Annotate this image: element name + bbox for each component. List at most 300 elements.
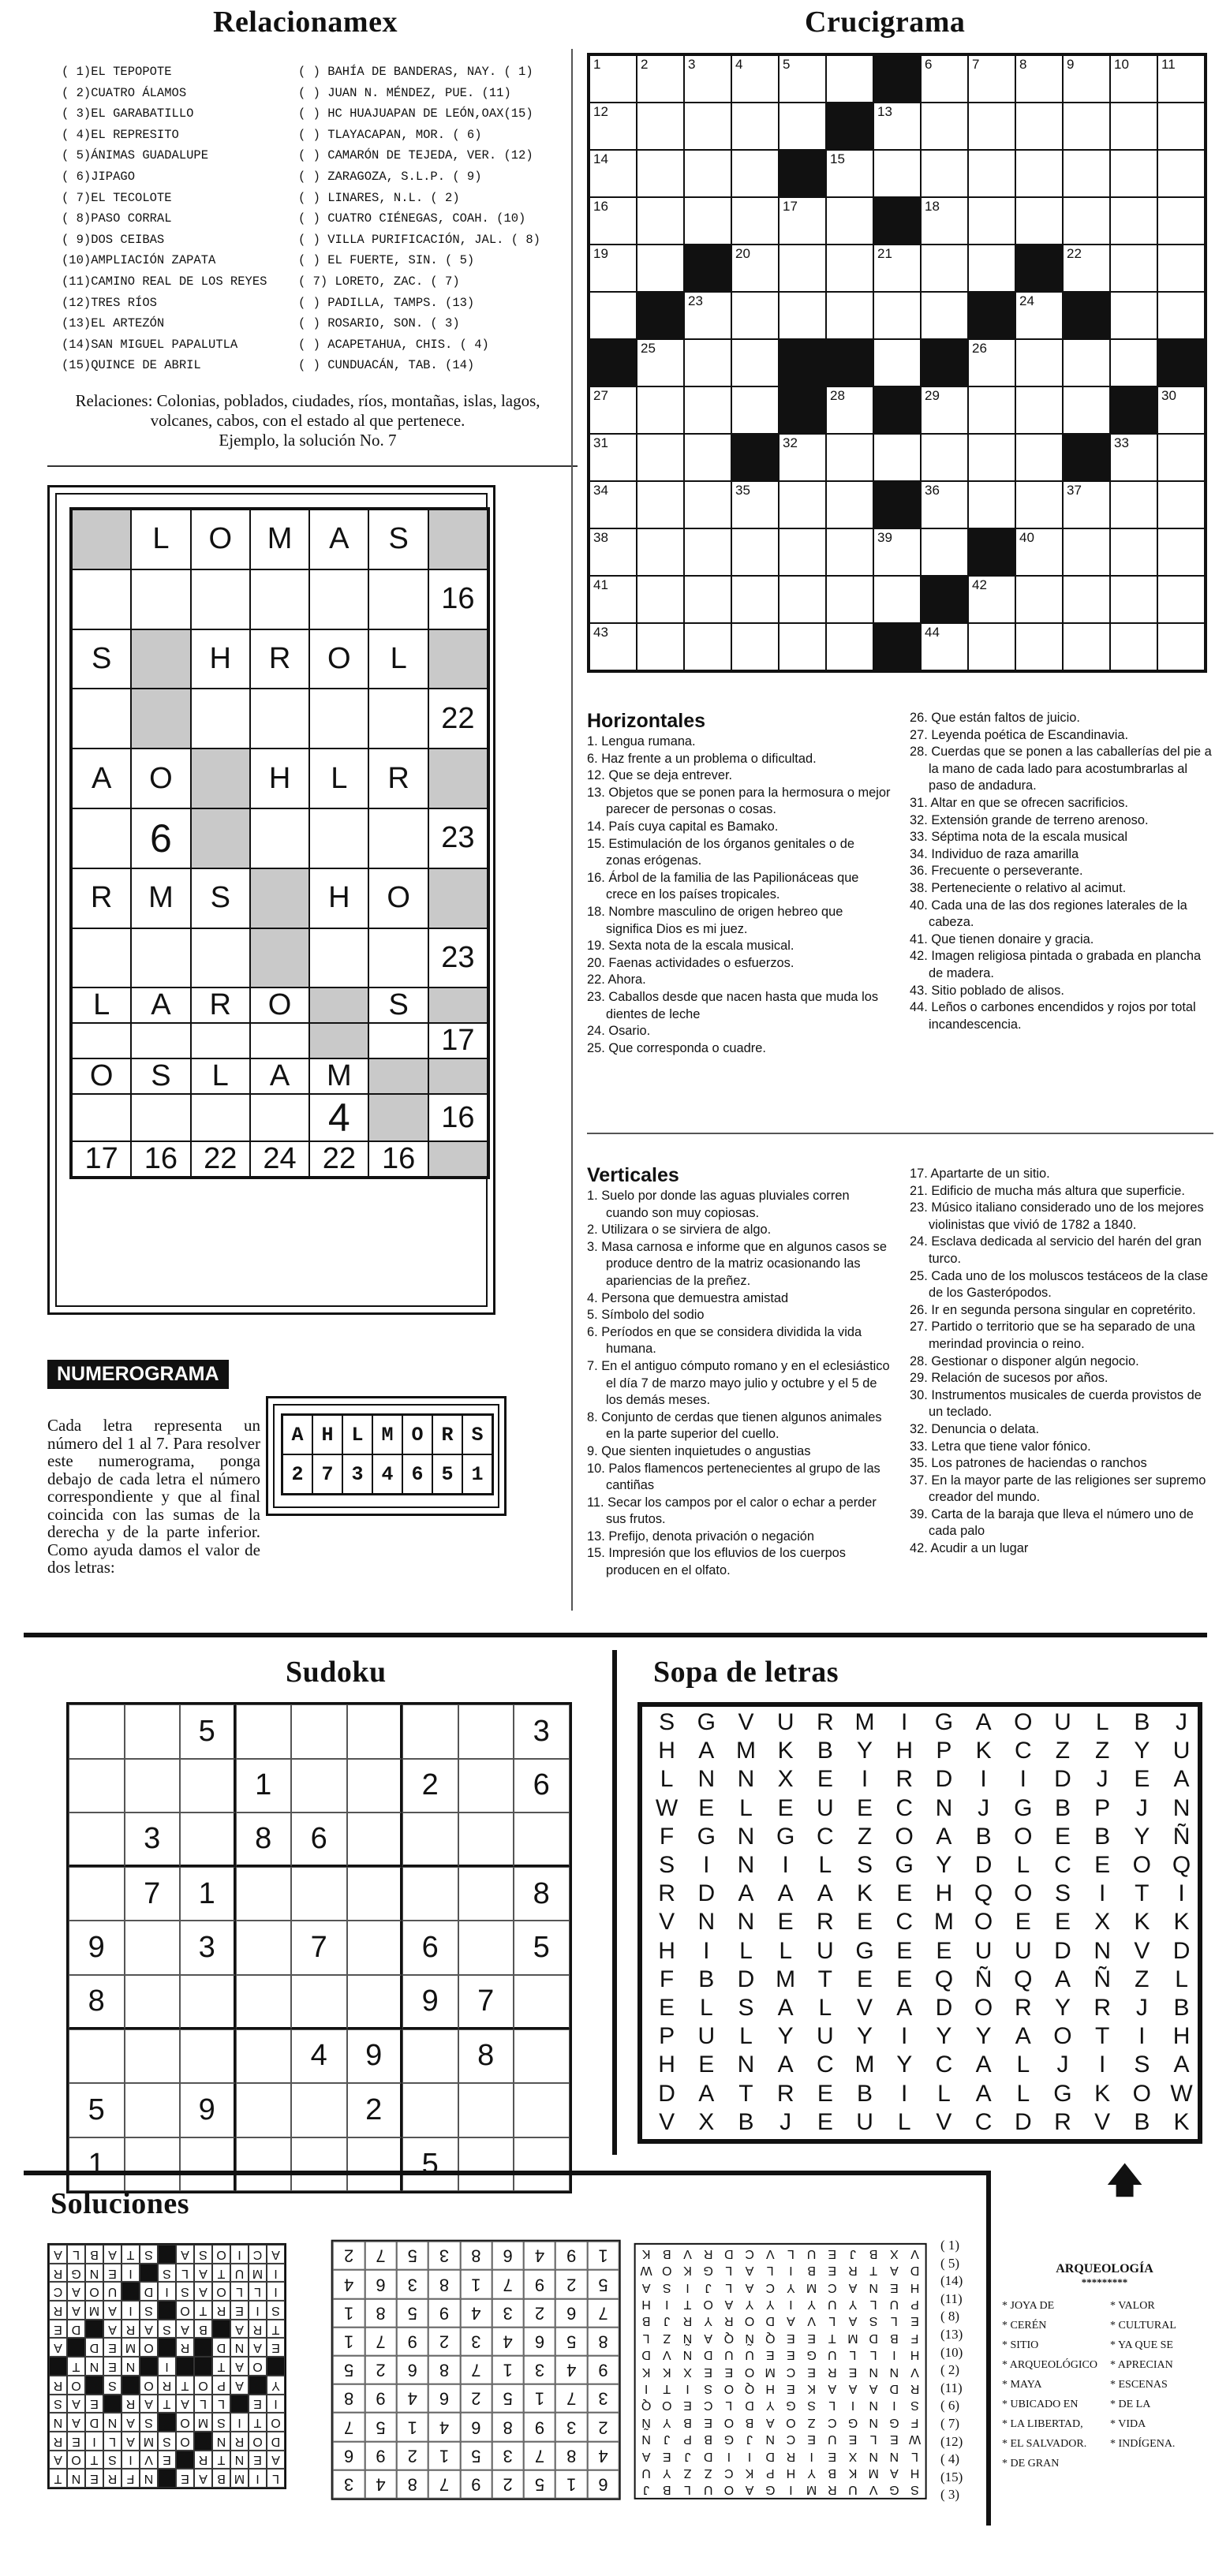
crossword-cell — [684, 103, 731, 150]
sudoku-solution-cell: 7 — [524, 2441, 555, 2470]
divider — [587, 1133, 1213, 1134]
sudoku-solution-cell: 6 — [524, 2328, 555, 2356]
crossword-cell — [779, 576, 826, 623]
sopa-solution-letter: V — [683, 2246, 692, 2261]
key-number: 2 — [282, 1454, 312, 1494]
sudoku-solution-cell: 7 — [333, 2413, 365, 2441]
sopa-letter: X — [698, 2108, 715, 2135]
sudoku-cell: 9 — [180, 2083, 236, 2137]
crossword-number: 9 — [1067, 57, 1075, 72]
sopa-solution-letter: R — [848, 2264, 858, 2278]
crossword-cell — [1157, 623, 1205, 670]
relacion-state: ( ) LINARES, N.L. ( 2) — [298, 190, 460, 205]
relacion-row — [62, 250, 560, 271]
solution-cell: S — [194, 2245, 212, 2264]
sopa-letter: A — [936, 1823, 952, 1850]
sudoku-cell — [347, 1867, 403, 1921]
sopa-letter: D — [658, 2080, 675, 2107]
solution-cell: S — [103, 2376, 122, 2395]
sudoku-cell — [402, 1867, 458, 1921]
sopa-solution-letter: O — [723, 2381, 735, 2395]
sudoku-cell: 7 — [291, 1921, 347, 1975]
crossword-cell — [1110, 339, 1157, 386]
crossword-cell — [684, 481, 731, 528]
relacionamex-title: Relacionamex — [213, 6, 398, 39]
words-list — [1002, 2300, 1207, 2470]
sopa-letter: E — [857, 1966, 873, 1992]
crossword-cell — [968, 245, 1015, 292]
sopa-solution-letter: S — [869, 2314, 878, 2328]
crossword-cell — [968, 339, 1015, 386]
sopa-solution-letter: Y — [765, 2399, 775, 2413]
sudoku-solution-cell: 5 — [492, 2384, 523, 2413]
word-item — [1110, 2458, 1207, 2470]
sudoku-solution-cell: 8 — [587, 2328, 619, 2356]
solution-cell: O — [140, 2338, 158, 2357]
solution-cell: T — [67, 2357, 85, 2376]
crossword-cell — [731, 528, 779, 576]
sudoku-solution-cell: 9 — [555, 2242, 587, 2270]
sopa-letter: I — [980, 1766, 987, 1793]
crossword-cell — [826, 292, 873, 339]
numerograma-cell: H — [250, 749, 309, 808]
relacion-answer: ( 3) — [940, 2487, 960, 2503]
solution-cell: L — [230, 2282, 249, 2301]
sopa-letter: D — [974, 1852, 993, 1879]
numerograma-cell: 23 — [428, 808, 488, 868]
solution-block — [158, 2245, 176, 2264]
word-item: * JOYA DE — [1002, 2300, 1055, 2312]
sudoku-solution-cell: 8 — [333, 2384, 365, 2413]
solution-block — [85, 2320, 103, 2339]
sopa-letter: T — [738, 2080, 753, 2107]
sopa-letter: D — [1054, 1766, 1071, 1793]
sudoku-solution-cell: 8 — [428, 2356, 460, 2384]
numerograma-cell: M — [250, 510, 309, 569]
sopa-letter: O — [1014, 1880, 1033, 1907]
sudoku-cell: 5 — [402, 2137, 458, 2192]
numerograma-cell — [368, 808, 428, 868]
sopa-solution-letter: C — [765, 2280, 775, 2294]
solution-cell: T — [212, 2357, 230, 2376]
solution-cell: T — [176, 2376, 194, 2395]
sopa-letter: U — [817, 1794, 834, 1821]
shaded-cell — [368, 1058, 428, 1094]
sopa-letter: R — [1014, 1994, 1032, 2021]
sopa-solution-letter: I — [644, 2381, 649, 2395]
sopa-solution-letter: R — [724, 2314, 734, 2328]
numerograma-cell: O — [191, 510, 250, 569]
solution-cell: R — [49, 2432, 67, 2451]
crossword-cell — [921, 245, 968, 292]
sudoku-solution-cell: 9 — [365, 2441, 396, 2470]
crossword-cell — [826, 576, 873, 623]
sopa-letter: D — [935, 1994, 953, 2021]
word-item: * ARQUEOLÓGICO — [1002, 2359, 1097, 2371]
sopa-letter: E — [698, 1794, 715, 1821]
solution-cell: T — [122, 2245, 140, 2264]
sopa-letter: X — [1094, 1909, 1111, 1936]
crossword-cell — [779, 103, 826, 150]
sudoku-solution-cell: 1 — [333, 2298, 365, 2327]
solution-cell: T — [49, 2469, 67, 2488]
solution-cell: A — [103, 2320, 122, 2339]
sopa-solution-letter: E — [848, 2365, 858, 2379]
sopa-solution-letter: H — [765, 2381, 775, 2395]
sudoku-cell — [125, 2029, 181, 2084]
sopa-solution-letter: D — [765, 2449, 775, 2463]
crossword-cell — [921, 292, 968, 339]
sopa-solution-letter: K — [848, 2466, 858, 2480]
sudoku-cell — [69, 1704, 125, 1759]
sudoku-solution-cell: 4 — [333, 2270, 365, 2298]
numerograma-cell: H — [309, 868, 368, 928]
sudoku-solution-cell: 7 — [428, 2470, 460, 2499]
sopa-solution-letter: U — [703, 2483, 713, 2497]
numerograma-grid — [69, 507, 490, 1179]
clue: 42. Imagen religiosa pintada o grabada en plancha de madera. — [910, 949, 1202, 980]
sopa-solution-letter: O — [662, 2399, 672, 2413]
crossword-number: 20 — [735, 246, 750, 261]
numerograma-cell: L — [191, 1058, 250, 1094]
crossword-number: 41 — [593, 577, 608, 592]
sopa-solution-letter: A — [765, 2415, 775, 2429]
solution-block — [158, 2338, 176, 2357]
solution-cell: B — [212, 2469, 230, 2488]
solution-cell: O — [212, 2282, 230, 2301]
solution-block — [122, 2282, 140, 2301]
crossword-number: 24 — [1019, 293, 1034, 308]
clue: 7. En el antiguo cómputo romano y en el eclesiástico el día 7 de marzo mayo julio y octubre y el 5 de los demás meses. — [587, 1358, 890, 1408]
sopa-letter: A — [1054, 1966, 1071, 1992]
numerograma-cell: S — [72, 629, 131, 689]
sopa-solution-letter: T — [663, 2381, 671, 2395]
sopa-solution-letter: U — [848, 2483, 858, 2497]
crossword-cell — [589, 55, 637, 103]
crossword-cell — [637, 245, 684, 292]
crossword-cell — [1015, 434, 1063, 481]
key-number: 4 — [372, 1454, 402, 1494]
solution-cell: E — [85, 2469, 103, 2488]
sudoku-cell — [69, 1759, 125, 1813]
crossword-cell — [684, 197, 731, 245]
numerograma-cell — [72, 1094, 131, 1141]
numerograma-cell — [191, 1023, 250, 1058]
sopa-letter: B — [698, 1966, 715, 1992]
sopa-solution-letter: J — [664, 2432, 671, 2446]
sudoku-cell — [125, 1704, 181, 1759]
sopa-solution-letter: H — [910, 2280, 920, 2294]
sudoku-cell — [69, 2029, 125, 2084]
crossword-cell — [968, 481, 1015, 528]
sudoku-solution-cell: 1 — [397, 2413, 428, 2441]
relacion-answer: ( 5) — [940, 2255, 960, 2271]
solution-block — [158, 2469, 176, 2488]
sudoku-grid — [66, 1702, 572, 2193]
solution-cell: D — [212, 2338, 230, 2357]
relacion-row — [62, 230, 560, 251]
relacion-answer: ( 7) — [940, 2415, 960, 2431]
sopa-letter: S — [659, 1709, 675, 1736]
sopa-solution-letter: R — [828, 2365, 837, 2379]
sopa-letter: J — [1176, 1709, 1188, 1736]
relacion-place: (15)QUINCE DE ABRIL — [62, 358, 201, 373]
sopa-letter: A — [698, 2080, 715, 2107]
solution-cell: N — [85, 2264, 103, 2283]
solution-cell: O — [249, 2357, 267, 2376]
sudoku-solution-cell: 6 — [492, 2242, 523, 2270]
crossword-cell — [637, 103, 684, 150]
solution-cell: E — [85, 2395, 103, 2414]
horizontales-heading: Horizontales — [587, 710, 706, 732]
sopa-letter: O — [1132, 2080, 1152, 2107]
sudoku-solution-cell: 5 — [587, 2270, 619, 2298]
sudoku-solution-cell: 3 — [524, 2356, 555, 2384]
sudoku-cell: 8 — [236, 1813, 292, 1867]
crossword-cell — [1157, 292, 1205, 339]
numerograma-cell: A — [250, 1058, 309, 1094]
numerograma-cell — [250, 1023, 309, 1058]
solution-cell: E — [103, 2264, 122, 2283]
numerograma-cell: 4 — [309, 1094, 368, 1141]
sopa-letter: L — [1016, 2080, 1030, 2107]
crossword-number: 39 — [877, 530, 892, 545]
sudoku-cell: 4 — [291, 2029, 347, 2084]
crossword-block — [826, 103, 873, 150]
sopa-solution-letter: L — [766, 2264, 774, 2278]
crossword-cell — [1015, 103, 1063, 150]
sopa-solution-letter: G — [806, 2348, 817, 2362]
solution-cell: A — [249, 2338, 267, 2357]
solution-cell: E — [176, 2469, 194, 2488]
solution-cell: U — [230, 2264, 249, 2283]
crossword-cell — [637, 55, 684, 103]
sudoku-solution-cell: 4 — [365, 2470, 396, 2499]
solution-cell: A — [267, 2451, 285, 2470]
relacion-answer: (11) — [940, 2290, 963, 2306]
sopa-solution-letter: U — [889, 2297, 899, 2311]
sopa-solution-letter: J — [849, 2246, 856, 2261]
sopa-solution-letter: K — [641, 2365, 651, 2379]
sopa-solution-letter: C — [703, 2399, 713, 2413]
numerograma-cell — [250, 569, 309, 629]
sopa-solution-letter: C — [786, 2365, 796, 2379]
sopa-solution-letter: E — [787, 2331, 795, 2345]
clue: 5. Símbolo del sodio — [587, 1308, 705, 1323]
sudoku-solution-cell: 1 — [492, 2356, 523, 2384]
solution-cell: S — [140, 2245, 158, 2264]
clues-down-col2 — [910, 1166, 1213, 1558]
sopa-solution-letter: A — [641, 2449, 651, 2463]
numerograma-cell — [250, 808, 309, 868]
relacion-answer: (13) — [940, 2326, 963, 2342]
solution-cell: E — [230, 2301, 249, 2320]
sudoku-solution-cell: 5 — [460, 2441, 492, 2470]
sopa-solution-letter: V — [662, 2348, 671, 2362]
sopa-letter: D — [1014, 2108, 1032, 2135]
sopa-solution-letter: P — [683, 2432, 692, 2446]
relacionamex-note — [47, 391, 568, 450]
relacion-state: ( ) CAMARÓN DE TEJEDA, VER. (12) — [298, 148, 533, 163]
relacion-state: ( ) TLAYACAPAN, MOR. ( 6) — [298, 127, 482, 142]
clue: 39. Carta de la baraja que lleva el número uno de cada palo — [910, 1506, 1194, 1539]
crossword-cell — [1015, 528, 1063, 576]
numerograma-cell — [191, 1094, 250, 1141]
sudoku-solution-cell: 4 — [555, 2356, 587, 2384]
crossword-cell — [1110, 150, 1157, 197]
sopa-solution-letter: E — [890, 2432, 899, 2446]
sopa-letter: I — [782, 1852, 789, 1879]
sopa-letter: L — [699, 1994, 713, 2021]
sopa-letter: C — [817, 2051, 834, 2078]
sudoku-cell: 6 — [514, 1759, 570, 1813]
solution-cell: L — [267, 2469, 285, 2488]
crossword-cell — [1015, 481, 1063, 528]
sopa-letter: K — [777, 1738, 794, 1764]
sopa-solution-letter: R — [828, 2483, 837, 2497]
sopa-letter: L — [1016, 2051, 1030, 2078]
sopa-solution-letter: M — [806, 2483, 817, 2497]
sopa-letter: I — [1178, 1880, 1185, 1907]
solution-cell: M — [140, 2432, 158, 2451]
sudoku-cell — [69, 1867, 125, 1921]
sudoku-cell: 3 — [514, 1704, 570, 1759]
crossword-number: 43 — [593, 625, 608, 640]
sudoku-cell: 8 — [69, 1975, 125, 2029]
solution-cell: O — [67, 2451, 85, 2470]
clue: 14. País cuya capital es Bamako. — [587, 819, 779, 834]
sudoku-cell — [69, 1813, 125, 1867]
sopa-solution-letter: W — [908, 2432, 922, 2446]
crossword-cell — [1157, 245, 1205, 292]
sopa-letter: L — [739, 2023, 753, 2050]
crossword-cell — [1157, 197, 1205, 245]
sudoku-cell: 6 — [402, 1921, 458, 1975]
sopa-letter: I — [703, 1852, 710, 1879]
sopa-solution-letter: A — [787, 2314, 795, 2328]
relacion-state: ( ) ACAPETAHUA, CHIS. ( 4) — [298, 337, 489, 352]
crossword-number: 26 — [972, 341, 987, 356]
relacion-row — [62, 334, 560, 356]
sopa-solution — [634, 2243, 927, 2499]
solution-cell: I — [267, 2264, 285, 2283]
solution-cell: I — [267, 2395, 285, 2414]
sopa-solution-letter: Y — [662, 2466, 671, 2480]
sopa-solution-letter: E — [807, 2432, 816, 2446]
clue: 6. Haz frente a un problema o dificultad. — [587, 751, 817, 766]
crossword-number: 16 — [593, 199, 608, 214]
solution-cell: I — [158, 2357, 176, 2376]
solution-block — [140, 2357, 158, 2376]
sopa-letter: D — [737, 1966, 755, 1992]
solution-cell: I — [249, 2469, 267, 2488]
crossword-block — [1110, 386, 1157, 434]
crossword-cell — [589, 245, 637, 292]
crossword-cell — [684, 339, 731, 386]
crossword-cell — [637, 576, 684, 623]
shaded-cell — [191, 808, 250, 868]
clue: 19. Sexta nota de la escala musical. — [587, 939, 794, 954]
crossword-cell — [589, 623, 637, 670]
solution-cell: O — [249, 2432, 267, 2451]
crossword-cell — [826, 197, 873, 245]
sopa-solution-letter: N — [869, 2280, 878, 2294]
numerograma-cell: 16 — [428, 569, 488, 629]
clue: 27. Partido o territorio que se ha separado de una merindad provincia o reino. — [910, 1320, 1195, 1351]
sopa-solution-letter: E — [828, 2246, 837, 2261]
clue: 33. Letra que tiene valor fónico. — [910, 1439, 1091, 1454]
solution-cell: N — [49, 2413, 67, 2432]
sopa-letter: H — [895, 1738, 914, 1764]
sudoku-solution-cell: 2 — [524, 2298, 555, 2327]
sopa-solution-letter: Y — [807, 2466, 816, 2480]
word-item: * VIDA — [1110, 2418, 1146, 2430]
crossword-number: 17 — [783, 199, 798, 214]
clue: 35. Los patrones de haciendas o ranchos — [910, 1456, 1147, 1471]
shaded-cell — [191, 749, 250, 808]
sudoku-cell: 5 — [69, 2083, 125, 2137]
solution-block — [103, 2395, 122, 2414]
sudoku-solution-cell: 5 — [333, 2356, 365, 2384]
sudoku-cell — [347, 1704, 403, 1759]
sopa-words — [1002, 2262, 1207, 2470]
sopa-solution-letter: Y — [704, 2314, 712, 2328]
sopa-solution-letter: L — [684, 2483, 691, 2497]
relacion-row — [62, 125, 560, 146]
shaded-cell — [428, 868, 488, 928]
sopa-grid — [647, 1708, 1202, 2137]
numerograma-cell: 16 — [428, 1094, 488, 1141]
relacion-state: ( ) ROSARIO, SON. ( 3) — [298, 316, 460, 331]
solution-cell: A — [67, 2301, 85, 2320]
sopa-letter: P — [1094, 1794, 1111, 1821]
sopa-letter: Q — [934, 1966, 954, 1992]
crossword-cell — [731, 386, 779, 434]
relacion-answer: ( 4) — [940, 2451, 960, 2467]
sopa-letter: N — [1094, 1937, 1111, 1964]
relacionamex-solution — [940, 2237, 963, 2504]
sopa-letter: N — [737, 1766, 755, 1793]
sudoku-solution-cell: 4 — [587, 2441, 619, 2470]
sopa-solution-letter: I — [686, 2280, 690, 2294]
crossword-block — [873, 623, 921, 670]
sudoku-cell — [236, 2029, 292, 2084]
sopa-solution-letter: A — [890, 2264, 899, 2278]
solution-cell: A — [103, 2301, 122, 2320]
crossword-number: 4 — [735, 57, 743, 72]
solution-cell: E — [103, 2357, 122, 2376]
sopa-solution-letter: Ñ — [641, 2415, 651, 2429]
sopa-letter: S — [1054, 1880, 1071, 1907]
sopa-letter: U — [697, 2023, 716, 2050]
sopa-solution-letter: Q — [641, 2399, 652, 2413]
key-number: 7 — [312, 1454, 342, 1494]
crossword-cell — [1063, 245, 1110, 292]
sopa-letter: A — [896, 1994, 913, 2021]
sopa-solution-letter: V — [807, 2314, 816, 2328]
clue: 6. Períodos en que se considera dividida la vida humana. — [587, 1324, 862, 1357]
sopa-letter: A — [777, 2051, 794, 2078]
sopa-solution-letter: D — [641, 2348, 651, 2362]
solution-cell: E — [49, 2320, 67, 2339]
sudoku-cell: 2 — [347, 2083, 403, 2137]
sopa-solution-letter: R — [703, 2246, 713, 2261]
sopa-letter: B — [817, 1738, 833, 1764]
sopa-letter: B — [1173, 1994, 1190, 2021]
sopa-solution-letter: E — [765, 2348, 775, 2362]
solution-cell: R — [212, 2301, 230, 2320]
sopa-solution-letter: S — [807, 2399, 816, 2413]
